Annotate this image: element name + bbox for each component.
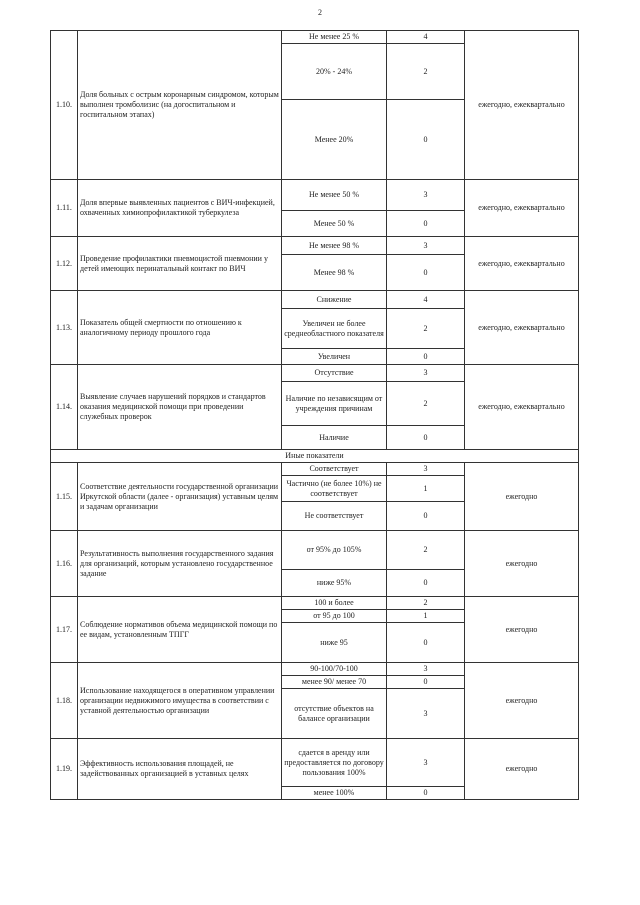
period: ежегодно (465, 463, 579, 531)
score: 4 (387, 31, 465, 44)
period: ежегодно, ежеквартально (465, 180, 579, 237)
row-number: 1.18. (51, 663, 78, 739)
score: 0 (387, 676, 465, 689)
score: 3 (387, 663, 465, 676)
criterion: менее 90/ менее 70 (282, 676, 387, 689)
criterion: Менее 98 % (282, 255, 387, 291)
criterion: менее 100% (282, 787, 387, 800)
score: 1 (387, 476, 465, 502)
score: 3 (387, 237, 465, 255)
criterion: 100 и более (282, 597, 387, 610)
criterion: Увеличен не более среднеобластного показателя (282, 309, 387, 349)
score: 0 (387, 787, 465, 800)
score: 3 (387, 365, 465, 382)
score: 0 (387, 349, 465, 365)
criterion: Отсутствие (282, 365, 387, 382)
criterion: отсутствие объектов на балансе организации (282, 689, 387, 739)
period: ежегодно (465, 597, 579, 663)
score: 2 (387, 309, 465, 349)
criterion: Снижение (282, 291, 387, 309)
criterion: Менее 50 % (282, 211, 387, 237)
criterion: Увеличен (282, 349, 387, 365)
period: ежегодно (465, 531, 579, 597)
criterion: Не менее 50 % (282, 180, 387, 211)
criterion: Частично (не более 10%) не соответствует (282, 476, 387, 502)
row-number: 1.15. (51, 463, 78, 531)
score: 0 (387, 623, 465, 663)
indicator-description: Доля впервые выявленных пациентов с ВИЧ-инфекцией, охваченных химиопрофилактикой туберкулеза (78, 180, 282, 237)
score: 0 (387, 502, 465, 531)
indicator-description: Результативность выполнения государственного задания для организаций, которым установлено государственное задание (78, 531, 282, 597)
score: 2 (387, 382, 465, 426)
criterion: от 95 до 100 (282, 610, 387, 623)
criterion: ниже 95 (282, 623, 387, 663)
criterion: Менее 20% (282, 100, 387, 180)
score: 1 (387, 610, 465, 623)
criterion: Не соответствует (282, 502, 387, 531)
score: 2 (387, 44, 465, 100)
score: 0 (387, 100, 465, 180)
indicator-description: Соответствие деятельности государственной организации Иркутской области (далее - организация) уставным целям и задачам организации (78, 463, 282, 531)
criterion: Не менее 25 % (282, 31, 387, 44)
score: 2 (387, 597, 465, 610)
score: 4 (387, 291, 465, 309)
criterion: сдается в аренду или предоставляется по договору пользования 100% (282, 739, 387, 787)
indicator-description: Выявление случаев нарушений порядков и стандартов оказания медицинской помощи при проведении служебных проверок (78, 365, 282, 450)
score: 3 (387, 463, 465, 476)
criterion: ниже 95% (282, 570, 387, 597)
criteria-table (50, 30, 579, 800)
row-number: 1.14. (51, 365, 78, 450)
indicator-description: Использование находящегося в оперативном управлении организации недвижимого имущества в соответствии с уставной деятельностью организации (78, 663, 282, 739)
criterion: Наличие (282, 426, 387, 450)
row-number: 1.17. (51, 597, 78, 663)
score: 0 (387, 255, 465, 291)
criterion: 20% - 24% (282, 44, 387, 100)
indicator-description: Соблюдение нормативов объема медицинской помощи по ее видам, установленным ТПГГ (78, 597, 282, 663)
period: ежегодно, ежеквартально (465, 291, 579, 365)
indicator-description: Проведение профилактики пневмоцистой пневмонии у детей имеющих перинатальный контакт по ВИЧ (78, 237, 282, 291)
criterion: Соответствует (282, 463, 387, 476)
score: 0 (387, 211, 465, 237)
row-number: 1.10. (51, 31, 78, 180)
score: 2 (387, 531, 465, 570)
indicator-description: Показатель общей смертности по отношению к аналогичному периоду прошлого года (78, 291, 282, 365)
criterion: Не менее 98 % (282, 237, 387, 255)
indicator-description: Эффективность использования площадей, не задействованных организацией в уставных целях (78, 739, 282, 800)
row-number: 1.12. (51, 237, 78, 291)
page-number: 2 (318, 8, 322, 17)
row-number: 1.16. (51, 531, 78, 597)
row-number: 1.19. (51, 739, 78, 800)
criterion: Наличие по независящим от учреждения причинам (282, 382, 387, 426)
row-number: 1.13. (51, 291, 78, 365)
period: ежегодно, ежеквартально (465, 31, 579, 180)
period: ежегодно (465, 739, 579, 800)
score: 0 (387, 570, 465, 597)
section-header: Иные показатели (51, 450, 579, 463)
period: ежегодно, ежеквартально (465, 237, 579, 291)
criterion: 90-100/70-100 (282, 663, 387, 676)
period: ежегодно, ежеквартально (465, 365, 579, 450)
period: ежегодно (465, 663, 579, 739)
row-number: 1.11. (51, 180, 78, 237)
score: 0 (387, 426, 465, 450)
score: 3 (387, 689, 465, 739)
score: 3 (387, 180, 465, 211)
criterion: от 95% до 105% (282, 531, 387, 570)
indicator-description: Доля больных с острым коронарным синдромом, которым выполнен тромболизис (на догоспитальном и госпитальном этапах) (78, 31, 282, 180)
score: 3 (387, 739, 465, 787)
